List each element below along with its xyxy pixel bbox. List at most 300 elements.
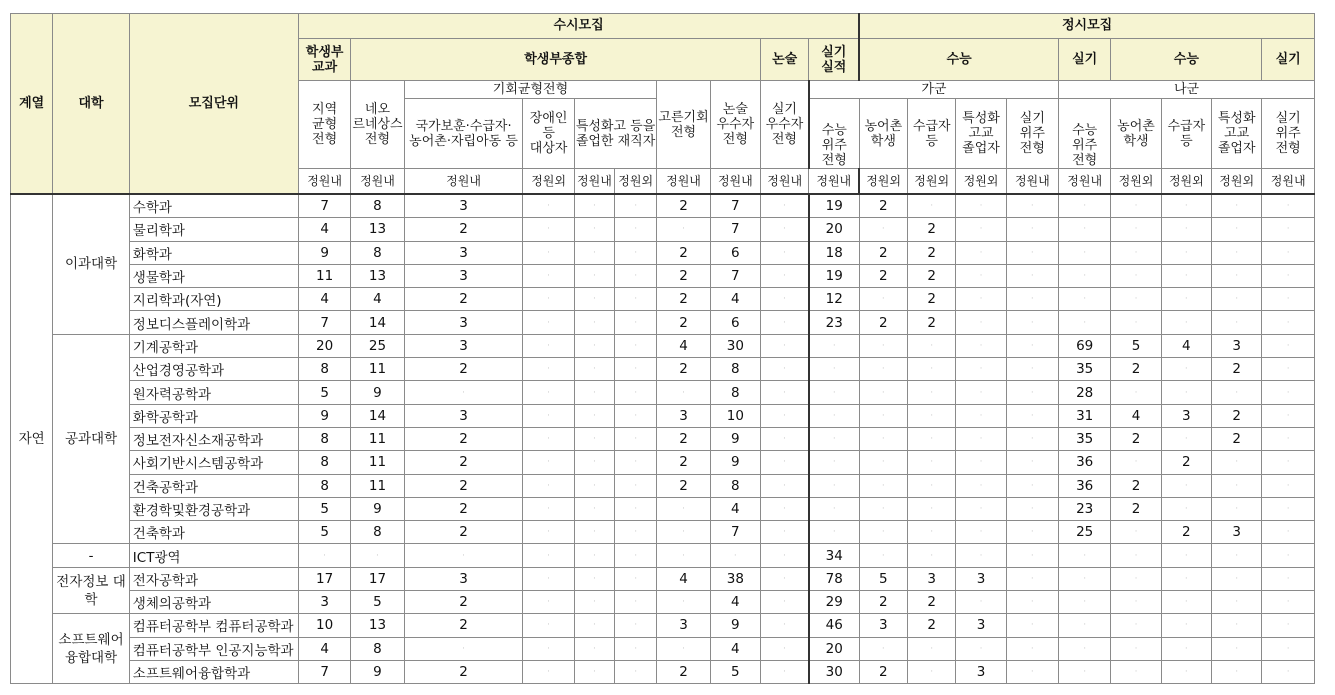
value-cell: 78 (809, 567, 859, 590)
table-row (11, 660, 1315, 683)
empty-cell: · (908, 358, 956, 381)
empty-cell: · (761, 660, 809, 683)
value-cell: 2 (908, 614, 956, 637)
quota-label: 정원외 (1111, 169, 1161, 195)
empty-cell: · (523, 474, 574, 497)
unit-cell: 물리학과 (129, 218, 298, 241)
value-cell: 4 (1161, 334, 1211, 357)
value-cell: 8 (298, 427, 350, 450)
value-cell: 11 (351, 427, 404, 450)
unit-cell: 건축공학과 (129, 474, 298, 497)
value-cell: 8 (351, 637, 404, 660)
empty-cell: · (1161, 218, 1211, 241)
empty-cell: · (1262, 218, 1315, 241)
empty-cell: · (908, 334, 956, 357)
value-cell: 3 (298, 591, 350, 614)
empty-cell: · (1161, 194, 1211, 218)
empty-cell: · (956, 194, 1006, 218)
empty-cell: · (574, 614, 614, 637)
unit-cell: ICT광역 (129, 544, 298, 567)
value-cell: 5 (1111, 334, 1161, 357)
value-cell: 23 (1059, 497, 1111, 520)
col-teukseong-jaejik: 특성화고 등을 졸업한 재직자 (574, 99, 657, 169)
value-cell: 7 (298, 194, 350, 218)
empty-cell: · (1161, 591, 1211, 614)
value-cell: 2 (859, 591, 907, 614)
value-cell: 46 (809, 614, 859, 637)
empty-cell: · (1161, 497, 1211, 520)
empty-cell: · (1006, 660, 1058, 683)
empty-cell: · (761, 334, 809, 357)
value-cell: 2 (1212, 404, 1262, 427)
empty-cell: · (908, 544, 956, 567)
empty-cell: · (908, 521, 956, 544)
empty-cell: · (1006, 218, 1058, 241)
unit-cell: 생물학과 (129, 264, 298, 287)
col-teukseong-ga: 특성화 고교 졸업자 (956, 99, 1006, 169)
unit-cell: 사회기반시스템공학과 (129, 451, 298, 474)
empty-cell: · (351, 544, 404, 567)
value-cell: 13 (351, 614, 404, 637)
quota-label: 정원외 (1161, 169, 1211, 195)
empty-cell: · (1006, 474, 1058, 497)
empty-cell: · (1212, 264, 1262, 287)
table-row (11, 451, 1315, 474)
value-cell: 29 (809, 591, 859, 614)
value-cell: 8 (298, 474, 350, 497)
header-jeongsi: 정시모집 (859, 14, 1314, 39)
empty-cell: · (574, 544, 614, 567)
empty-cell: · (523, 288, 574, 311)
col-bohun: 국가보훈·수급자· 농어촌·자립아동 등 (404, 99, 523, 169)
empty-cell: · (1111, 451, 1161, 474)
value-cell: 3 (908, 567, 956, 590)
table-row (11, 264, 1315, 287)
value-cell: 2 (404, 358, 523, 381)
empty-cell: · (615, 637, 657, 660)
college-cell: 공과대학 (53, 334, 130, 544)
value-cell: 4 (298, 637, 350, 660)
empty-cell: · (1262, 427, 1315, 450)
empty-cell: · (908, 194, 956, 218)
empty-cell: · (1212, 288, 1262, 311)
value-cell: 14 (351, 404, 404, 427)
empty-cell: · (615, 241, 657, 264)
empty-cell: · (574, 218, 614, 241)
empty-cell: · (1059, 264, 1111, 287)
empty-cell: · (404, 637, 523, 660)
empty-cell: · (1262, 637, 1315, 660)
value-cell: 5 (298, 521, 350, 544)
empty-cell: · (1006, 194, 1058, 218)
empty-cell: · (859, 381, 907, 404)
value-cell: 8 (298, 358, 350, 381)
quota-label: 정원내 (710, 169, 760, 195)
empty-cell: · (1212, 660, 1262, 683)
empty-cell: · (1262, 194, 1315, 218)
value-cell: 3 (404, 567, 523, 590)
empty-cell: · (523, 194, 574, 218)
value-cell: 3 (956, 567, 1006, 590)
header-silgi-siljeok: 실기 실적 (809, 39, 859, 81)
value-cell: 30 (710, 334, 760, 357)
value-cell: 2 (908, 311, 956, 334)
value-cell: 2 (404, 660, 523, 683)
empty-cell: · (956, 241, 1006, 264)
table-row (11, 591, 1315, 614)
empty-cell: · (908, 427, 956, 450)
value-cell: 3 (404, 241, 523, 264)
empty-cell: · (657, 218, 710, 241)
unit-cell: 정보디스플레이학과 (129, 311, 298, 334)
empty-cell: · (908, 451, 956, 474)
empty-cell: · (298, 544, 350, 567)
empty-cell: · (859, 497, 907, 520)
empty-cell: · (1006, 358, 1058, 381)
empty-cell: · (523, 567, 574, 590)
value-cell: 9 (710, 427, 760, 450)
col-sugeup-na: 수급자 등 (1161, 99, 1211, 169)
value-cell: 2 (657, 311, 710, 334)
table-row (11, 334, 1315, 357)
empty-cell: · (1161, 637, 1211, 660)
value-cell: 3 (956, 660, 1006, 683)
empty-cell: · (761, 311, 809, 334)
empty-cell: · (859, 334, 907, 357)
empty-cell: · (574, 637, 614, 660)
value-cell: 36 (1059, 474, 1111, 497)
value-cell: 2 (404, 474, 523, 497)
quota-label: 정원내 (1262, 169, 1315, 195)
empty-cell: · (956, 637, 1006, 660)
empty-cell: · (574, 334, 614, 357)
empty-cell: · (859, 427, 907, 450)
empty-cell: · (615, 474, 657, 497)
unit-cell: 산업경영공학과 (129, 358, 298, 381)
empty-cell: · (1006, 591, 1058, 614)
quota-label: 정원외 (956, 169, 1006, 195)
value-cell: 5 (298, 497, 350, 520)
empty-cell: · (761, 521, 809, 544)
empty-cell: · (615, 591, 657, 614)
empty-cell: · (1006, 241, 1058, 264)
value-cell: 3 (404, 334, 523, 357)
value-cell: 8 (710, 358, 760, 381)
empty-cell: · (1161, 358, 1211, 381)
col-suneung-na: 수능 위주 전형 (1059, 99, 1111, 169)
empty-cell: · (908, 381, 956, 404)
value-cell: 20 (809, 637, 859, 660)
value-cell: 23 (809, 311, 859, 334)
value-cell: 4 (710, 591, 760, 614)
header-hakbu-jonghap: 학생부종합 (351, 39, 761, 81)
value-cell: 28 (1059, 381, 1111, 404)
empty-cell: · (1161, 264, 1211, 287)
value-cell: 69 (1059, 334, 1111, 357)
empty-cell: · (761, 264, 809, 287)
table-row (11, 567, 1315, 590)
value-cell: 2 (859, 194, 907, 218)
empty-cell: · (1161, 474, 1211, 497)
value-cell: 2 (657, 660, 710, 683)
empty-cell: · (1111, 521, 1161, 544)
empty-cell: · (1059, 241, 1111, 264)
unit-cell: 원자력공학과 (129, 381, 298, 404)
value-cell: 2 (1111, 358, 1161, 381)
empty-cell: · (1006, 451, 1058, 474)
empty-cell: · (956, 381, 1006, 404)
empty-cell: · (1262, 544, 1315, 567)
empty-cell: · (1212, 451, 1262, 474)
empty-cell: · (1006, 521, 1058, 544)
empty-cell: · (1262, 381, 1315, 404)
empty-cell: · (523, 334, 574, 357)
quota-label: 정원외 (859, 169, 907, 195)
empty-cell: · (761, 637, 809, 660)
col-neo: 네오 르네상스 전형 (351, 81, 404, 169)
empty-cell: · (956, 451, 1006, 474)
empty-cell: · (1212, 381, 1262, 404)
value-cell: 31 (1059, 404, 1111, 427)
empty-cell: · (908, 474, 956, 497)
empty-cell: · (523, 660, 574, 683)
empty-cell: · (1111, 381, 1161, 404)
empty-cell: · (809, 358, 859, 381)
table-row (11, 311, 1315, 334)
empty-cell: · (615, 218, 657, 241)
value-cell: 9 (298, 241, 350, 264)
value-cell: 11 (351, 358, 404, 381)
unit-cell: 생체의공학과 (129, 591, 298, 614)
gyeyeol-cell: 자연 (11, 194, 53, 684)
empty-cell: · (1059, 311, 1111, 334)
value-cell: 8 (298, 451, 350, 474)
table-row (11, 194, 1315, 218)
value-cell: 9 (298, 404, 350, 427)
col-suneung-ga: 수능 위주 전형 (809, 99, 859, 169)
empty-cell: · (657, 521, 710, 544)
table-row (11, 614, 1315, 637)
header-unit: 모집단위 (129, 14, 298, 195)
empty-cell: · (574, 311, 614, 334)
value-cell: 9 (351, 381, 404, 404)
empty-cell: · (657, 497, 710, 520)
header-suneung-ga: 수능 (859, 39, 1058, 81)
value-cell: 5 (710, 660, 760, 683)
value-cell: 20 (298, 334, 350, 357)
empty-cell: · (1262, 497, 1315, 520)
value-cell: 5 (859, 567, 907, 590)
empty-cell: · (1262, 591, 1315, 614)
header-silgi-na: 실기 (1262, 39, 1315, 81)
header-susi: 수시모집 (298, 14, 859, 39)
empty-cell: · (574, 521, 614, 544)
unit-cell: 건축학과 (129, 521, 298, 544)
empty-cell: · (1262, 288, 1315, 311)
value-cell: 8 (351, 241, 404, 264)
value-cell: 4 (1111, 404, 1161, 427)
empty-cell: · (657, 637, 710, 660)
value-cell: 4 (298, 218, 350, 241)
empty-cell: · (1262, 311, 1315, 334)
empty-cell: · (859, 474, 907, 497)
empty-cell: · (574, 427, 614, 450)
value-cell: 3 (404, 194, 523, 218)
empty-cell: · (1212, 637, 1262, 660)
value-cell: 8 (710, 474, 760, 497)
value-cell: 3 (657, 614, 710, 637)
empty-cell: · (809, 451, 859, 474)
value-cell: 13 (351, 218, 404, 241)
empty-cell: · (859, 288, 907, 311)
empty-cell: · (523, 451, 574, 474)
empty-cell: · (615, 521, 657, 544)
value-cell: 8 (351, 521, 404, 544)
table-row (11, 497, 1315, 520)
quota-label: 정원내 (1006, 169, 1058, 195)
empty-cell: · (523, 497, 574, 520)
empty-cell: · (1111, 288, 1161, 311)
empty-cell: · (809, 427, 859, 450)
empty-cell: · (1059, 194, 1111, 218)
quota-label: 정원내 (761, 169, 809, 195)
unit-cell: 소프트웨어융합학과 (129, 660, 298, 683)
college-cell: - (53, 544, 130, 567)
value-cell: 3 (1161, 404, 1211, 427)
value-cell: 5 (351, 591, 404, 614)
table-row (11, 241, 1315, 264)
empty-cell: · (615, 311, 657, 334)
empty-cell: · (1006, 567, 1058, 590)
empty-cell: · (1006, 497, 1058, 520)
empty-cell: · (574, 264, 614, 287)
header-univ: 대학 (53, 14, 130, 195)
value-cell: 18 (809, 241, 859, 264)
unit-cell: 전자공학과 (129, 567, 298, 590)
empty-cell: · (574, 497, 614, 520)
college-cell: 이과대학 (53, 194, 130, 334)
empty-cell: · (1262, 614, 1315, 637)
empty-cell: · (761, 497, 809, 520)
empty-cell: · (809, 521, 859, 544)
empty-cell: · (1212, 591, 1262, 614)
value-cell: 3 (956, 614, 1006, 637)
empty-cell: · (523, 637, 574, 660)
empty-cell: · (1212, 311, 1262, 334)
col-sugeup-ga: 수급자 등 (908, 99, 956, 169)
empty-cell: · (1111, 591, 1161, 614)
value-cell: 6 (710, 311, 760, 334)
empty-cell: · (615, 288, 657, 311)
value-cell: 7 (710, 264, 760, 287)
quota-label: 정원내 (351, 169, 404, 195)
col-silgi-na: 실기 위주 전형 (1262, 99, 1315, 169)
empty-cell: · (761, 474, 809, 497)
empty-cell: · (657, 544, 710, 567)
header-nonsul: 논술 (761, 39, 809, 81)
value-cell: 5 (298, 381, 350, 404)
value-cell: 35 (1059, 427, 1111, 450)
empty-cell: · (859, 451, 907, 474)
value-cell: 14 (351, 311, 404, 334)
header-ga-gun: 가군 (809, 81, 1059, 99)
col-silgi-ga: 실기 위주 전형 (1006, 99, 1058, 169)
empty-cell: · (761, 451, 809, 474)
empty-cell: · (574, 660, 614, 683)
empty-cell: · (859, 404, 907, 427)
value-cell: 4 (351, 288, 404, 311)
value-cell: 4 (657, 334, 710, 357)
value-cell: 2 (1111, 427, 1161, 450)
empty-cell: · (1161, 544, 1211, 567)
value-cell: 12 (809, 288, 859, 311)
empty-cell: · (523, 521, 574, 544)
quota-label: 정원외 (523, 169, 574, 195)
empty-cell: · (523, 591, 574, 614)
empty-cell: · (523, 264, 574, 287)
unit-cell: 환경학및환경공학과 (129, 497, 298, 520)
col-jangae: 장애인 등 대상자 (523, 99, 574, 169)
empty-cell: · (809, 497, 859, 520)
value-cell: 2 (657, 194, 710, 218)
empty-cell: · (1059, 660, 1111, 683)
table-row (11, 288, 1315, 311)
value-cell: 10 (298, 614, 350, 637)
empty-cell: · (1111, 637, 1161, 660)
header-suneung-na: 수능 (1111, 39, 1262, 81)
quota-label: 정원외 (908, 169, 956, 195)
value-cell: 2 (1212, 427, 1262, 450)
value-cell: 4 (298, 288, 350, 311)
empty-cell: · (615, 404, 657, 427)
value-cell: 2 (1111, 497, 1161, 520)
value-cell: 7 (710, 218, 760, 241)
value-cell: 7 (298, 660, 350, 683)
value-cell: 3 (859, 614, 907, 637)
value-cell: 4 (710, 288, 760, 311)
empty-cell: · (404, 544, 523, 567)
value-cell: 2 (1161, 451, 1211, 474)
empty-cell: · (956, 474, 1006, 497)
value-cell: 7 (710, 194, 760, 218)
value-cell: 2 (1111, 474, 1161, 497)
empty-cell: · (615, 451, 657, 474)
empty-cell: · (523, 218, 574, 241)
empty-cell: · (908, 660, 956, 683)
empty-cell: · (574, 288, 614, 311)
empty-cell: · (1006, 311, 1058, 334)
empty-cell: · (761, 288, 809, 311)
value-cell: 2 (908, 218, 956, 241)
value-cell: 38 (710, 567, 760, 590)
value-cell: 11 (351, 474, 404, 497)
empty-cell: · (657, 591, 710, 614)
empty-cell: · (908, 637, 956, 660)
empty-cell: · (859, 544, 907, 567)
value-cell: 2 (404, 497, 523, 520)
empty-cell: · (1212, 474, 1262, 497)
empty-cell: · (710, 544, 760, 567)
empty-cell: · (574, 474, 614, 497)
value-cell: 2 (859, 264, 907, 287)
empty-cell: · (956, 264, 1006, 287)
header-gyeyeol: 계열 (11, 14, 53, 195)
empty-cell: · (1262, 451, 1315, 474)
empty-cell: · (1212, 218, 1262, 241)
value-cell: 3 (404, 264, 523, 287)
empty-cell: · (1111, 218, 1161, 241)
empty-cell: · (1212, 497, 1262, 520)
